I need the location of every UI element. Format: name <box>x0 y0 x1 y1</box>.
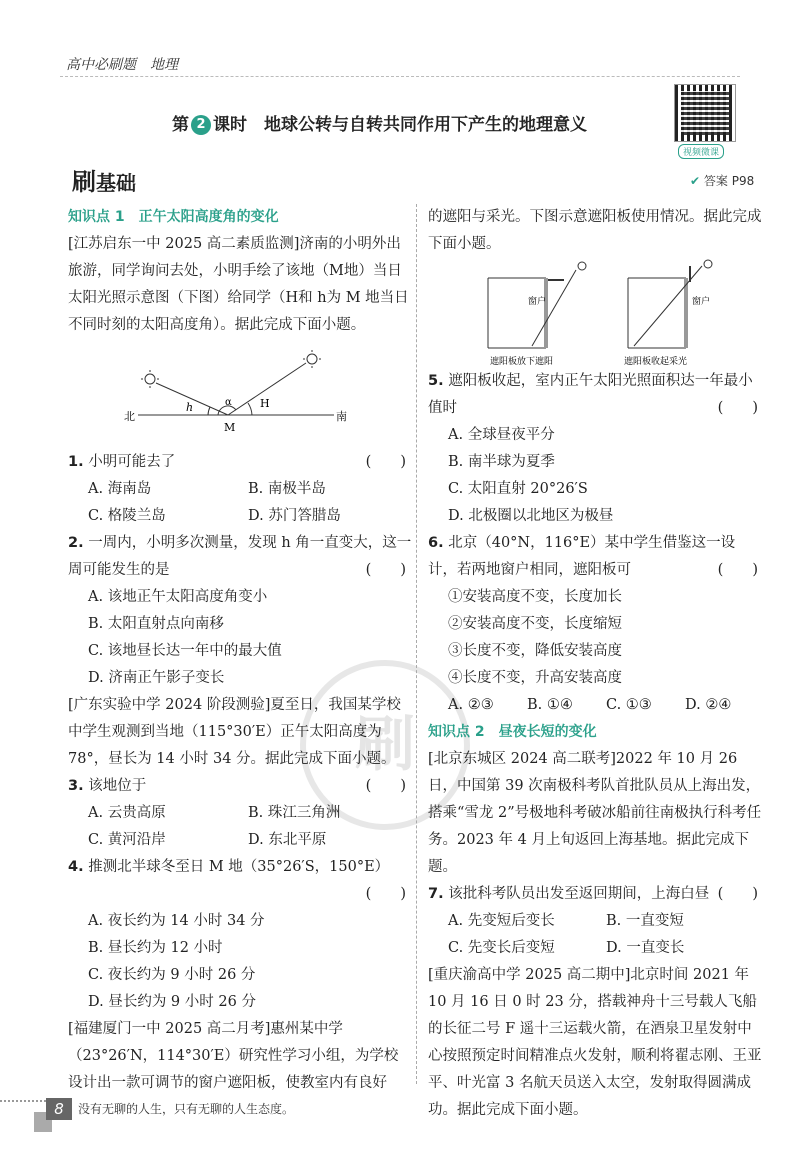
fig1-alpha: α <box>225 397 232 408</box>
q7-option-a[interactable]: A. 先变短后变长 <box>448 913 555 929</box>
q2-number: 2. <box>68 535 84 551</box>
section-title <box>72 162 136 197</box>
q5-number: 5. <box>428 373 444 389</box>
q5-stem: 遮阳板收起，室内正午太阳光照面积达一年最小值时 <box>428 373 753 416</box>
q2-stem: 一周内，小明多次测量，发现 h 角一直变大，这一周可能发生的是 <box>68 535 412 578</box>
intro-3-continued: 的遮阳与采光。下图示意遮阳板使用情况。据此完成下面小题。 <box>428 209 762 252</box>
intro-5: [重庆渝高中学 2025 高二期中]北京时间 2021 年 10 月 16 日 0 时 23 分，搭载神舟十三号载人飞船的长征二号 F 遥十三运载火箭，在酒泉卫星发射中心按照预定时间精准点火发射，顺利将翟志刚、王亚平、叶光富 3 名航天员送入太空，发射取得圆满成功。据此完成下面小题。 <box>428 967 762 1118</box>
q7-option-b[interactable]: B. 一直变短 <box>606 913 684 929</box>
q1-answer-paren[interactable]: ( ) <box>365 454 406 470</box>
q6-answer-paren[interactable]: ( ) <box>717 562 758 578</box>
q7-option-d[interactable]: D. 一直变长 <box>606 940 685 956</box>
q4-stem: 推测北半球冬至日 M 地（35°26′S，150°E） <box>88 859 390 875</box>
q4-option-c[interactable]: C. 夜长约为 9 小时 26 分 <box>88 967 256 983</box>
q4-number: 4. <box>68 859 84 875</box>
footer-motto: 没有无聊的人生，只有无聊的人生态度。 <box>78 1102 295 1116</box>
q6-item-2: ②安装高度不变，长度缩短 <box>448 616 622 632</box>
question-6 <box>428 530 764 584</box>
q6-number: 6. <box>428 535 444 551</box>
lesson-number: 2 <box>191 115 211 135</box>
q5-option-a[interactable]: A. 全球昼夜平分 <box>448 427 555 443</box>
fig2-window-left: 窗户 <box>528 297 547 307</box>
q6-option-a[interactable]: A. ②③ <box>448 697 494 713</box>
q2-answer-paren[interactable]: ( ) <box>365 562 406 578</box>
sun-altitude-figure <box>68 339 412 449</box>
q4-answer-paren[interactable]: ( ) <box>365 886 406 902</box>
q2-option-d[interactable]: D. 济南正午影子变长 <box>88 670 225 686</box>
q3-stem: 该地位于 <box>88 778 147 794</box>
q3-option-a[interactable]: A. 云贵高原 <box>88 805 166 821</box>
q4-paren-row <box>68 881 412 908</box>
q3-options-row1 <box>68 800 412 827</box>
book-header: 高中必刷题 地理 <box>66 57 178 73</box>
question-5 <box>428 368 764 422</box>
q5-option-d[interactable]: D. 北极圈以北地区为极昼 <box>448 508 614 524</box>
video-lesson-tag[interactable]: 视频微课 <box>678 144 724 159</box>
q5-option-c[interactable]: C. 太阳直射 20°26′S <box>448 481 588 497</box>
sunshade-diagram <box>428 258 764 368</box>
qr-code-icon[interactable] <box>674 84 736 142</box>
q6-item-4: ④长度不变，升高安装高度 <box>448 670 622 686</box>
q4-option-a[interactable]: A. 夜长约为 14 小时 34 分 <box>88 913 265 929</box>
lesson-title <box>172 110 587 135</box>
intro-2: [广东实验中学 2024 阶段测验]夏至日，我国某学校中学生观测到当地（115°30′E）正午太阳高度为78°，昼长为 14 小时 34 分。据此完成下面小题。 <box>68 697 401 767</box>
section-icon: 刷 <box>72 168 96 196</box>
question-4 <box>68 854 412 881</box>
sun-altitude-diagram <box>68 339 412 449</box>
knowledge-point-2: 知识点 2 昼夜长短的变化 <box>428 724 597 740</box>
answer-page: 答案 P98 <box>703 174 755 188</box>
question-1 <box>68 449 412 476</box>
q1-option-a[interactable]: A. 海南岛 <box>88 481 152 497</box>
watermark-logo: 刷 <box>300 660 470 830</box>
q2-option-a[interactable]: A. 该地正午太阳高度角变小 <box>88 589 268 605</box>
fig2-caption-right: 遮阳板收起采光 <box>624 357 688 367</box>
q5-answer-paren[interactable]: ( ) <box>717 400 758 416</box>
intro-1: [江苏启东一中 2025 高二素质监测]济南的小明外出旅游，同学询问去处，小明手绘了该地（M地）当日太阳光照示意图（下图）给同学（H和 h为 M 地当日不同时刻的太阳高度角）。据此完成下面小题。 <box>68 236 409 333</box>
right-column <box>428 204 764 1124</box>
intro-3: [福建厦门一中 2025 高二月考]惠州某中学（23°26′N，114°30′E）研究性学习小组，为学校设计出一款可调节的窗户遮阳板，使教室内有良好 <box>68 1021 399 1091</box>
q6-option-d[interactable]: D. ②④ <box>685 697 732 713</box>
q3-option-d[interactable]: D. 东北平原 <box>248 832 327 848</box>
lesson-prefix: 第 <box>172 115 189 135</box>
q1-options-row1 <box>68 476 412 503</box>
q1-options-row2 <box>68 503 412 530</box>
left-column <box>68 204 412 1097</box>
fig1-north: 北 <box>124 410 135 423</box>
q4-option-b[interactable]: B. 昼长约为 12 小时 <box>88 940 223 956</box>
q1-option-b[interactable]: B. 南极半岛 <box>248 481 326 497</box>
question-7 <box>428 881 764 908</box>
fig1-south: 南 <box>336 410 347 423</box>
section-label: 基础 <box>96 171 136 195</box>
q6-item-1: ①安装高度不变，长度加长 <box>448 589 622 605</box>
header-divider <box>60 76 740 77</box>
q7-number: 7. <box>428 886 444 902</box>
q7-answer-paren[interactable]: ( ) <box>717 886 758 902</box>
lesson-name: 课时 地球公转与自转共同作用下产生的地理意义 <box>213 115 587 135</box>
fig1-h: h <box>186 401 194 414</box>
q3-option-b[interactable]: B. 珠江三角洲 <box>248 805 341 821</box>
q7-option-c[interactable]: C. 先变长后变短 <box>448 940 555 956</box>
q1-option-d[interactable]: D. 苏门答腊岛 <box>248 508 341 524</box>
column-divider <box>416 204 417 1084</box>
q7-stem: 该批科考队员出发至返回期间，上海白昼 <box>448 886 710 902</box>
fig1-M: M <box>224 421 236 434</box>
q2-option-b[interactable]: B. 太阳直射点向南移 <box>88 616 224 632</box>
q6-options <box>428 692 764 719</box>
fig2-window-right: 窗户 <box>692 297 711 307</box>
knowledge-point-1: 知识点 1 正午太阳高度角的变化 <box>68 209 279 225</box>
q3-number: 3. <box>68 778 84 794</box>
page-number: 8 <box>46 1098 72 1120</box>
question-2 <box>68 530 412 584</box>
fig2-caption-left: 遮阳板放下遮阳 <box>490 357 554 367</box>
q1-stem: 小明可能去了 <box>88 454 176 470</box>
q4-option-d[interactable]: D. 昼长约为 9 小时 26 分 <box>88 994 256 1010</box>
q6-stem: 北京（40°N，116°E）某中学生借鉴这一设计，若两地窗户相同，遮阳板可 <box>428 535 736 578</box>
check-icon: ✔ <box>690 174 701 188</box>
q5-option-b[interactable]: B. 南半球为夏季 <box>448 454 555 470</box>
q3-option-c[interactable]: C. 黄河沿岸 <box>88 832 166 848</box>
footer-dots <box>0 1100 46 1102</box>
fig1-H: H <box>260 397 270 410</box>
q3-options-row2 <box>68 827 412 854</box>
q2-option-c[interactable]: C. 该地昼长达一年中的最大值 <box>88 643 282 659</box>
q6-item-3: ③长度不变，降低安装高度 <box>448 643 622 659</box>
answer-ref <box>690 172 754 189</box>
intro-4: [北京东城区 2024 高二联考]2022 年 10 月 26 日，中国第 39 次南极科考队首批队员从上海出发，搭乘“雪龙 2”号极地科考破冰船前往南极执行科考任务。2023 年 4 月上旬返回上海基地。据此完成下题。 <box>428 751 762 875</box>
q7-options-row2 <box>428 935 764 962</box>
q7-options-row1 <box>428 908 764 935</box>
q6-option-b[interactable]: B. ①④ <box>527 697 573 713</box>
question-3 <box>68 773 412 800</box>
q3-answer-paren[interactable]: ( ) <box>365 778 406 794</box>
q1-number: 1. <box>68 454 84 470</box>
q6-option-c[interactable]: C. ①③ <box>606 697 652 713</box>
q1-option-c[interactable]: C. 格陵兰岛 <box>88 508 166 524</box>
sunshade-figure <box>428 258 764 368</box>
